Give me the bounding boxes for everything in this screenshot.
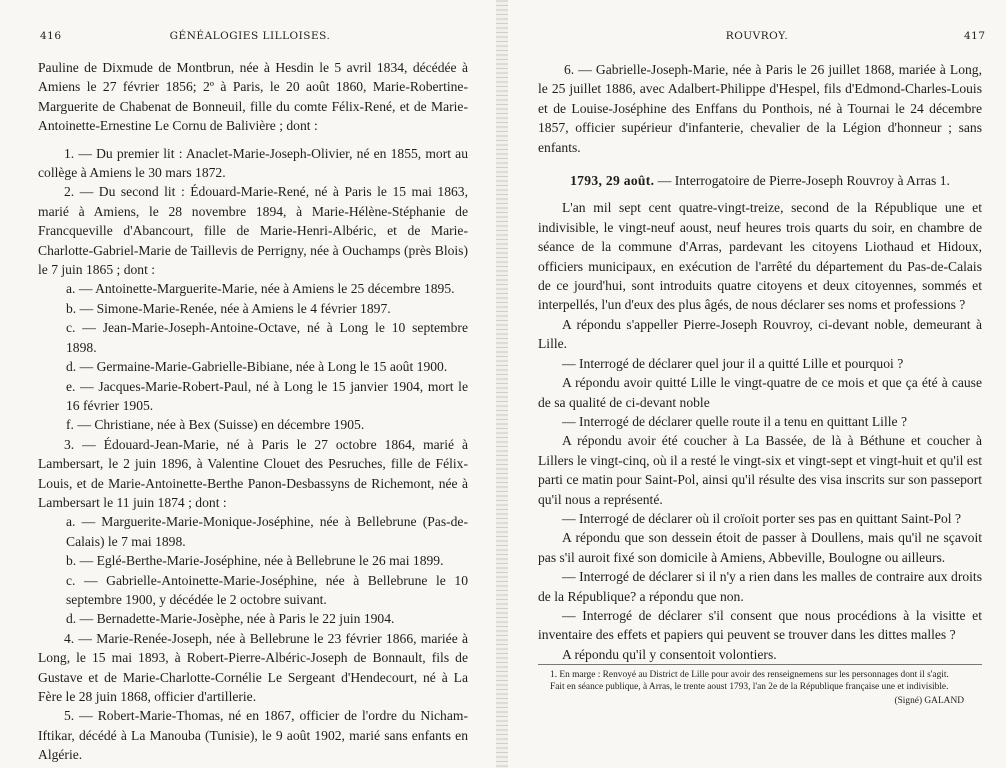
footnotes xyxy=(538,664,982,707)
para: c. — Gabrielle-Antoinette-Marie-Joséphine, née à Bellebrune le 10 septembre 1900, y décédée le 2 octobre suivant. xyxy=(66,572,468,607)
para: c. — Jean-Marie-Joseph-Antoine-Octave, né à Long le 10 septembre 1898. xyxy=(66,320,468,355)
left-running-head: GÉNÉALOGIES LILLOISES. xyxy=(169,30,331,42)
para: b. — Simone-Marie-Renée, née à Amiens le 4 février 1897. xyxy=(66,300,391,316)
para: f. — Christiane, née à Bex (Suisse) en décembre 1905. xyxy=(66,417,365,433)
para: A répondu qu'il y consentoit volontiers. xyxy=(562,646,777,662)
document-title xyxy=(538,171,982,190)
para: A répondu avoir été coucher à La Bassée, de là à Béthune et coucher à Lillers le vingt-cinq, où il a resté le vingt-six et vingt-sept et vingt-huit et qu'il est parti ce matin pour Saint-Pol, ainsi qu'il résulte des visa inscrits sur son passeport qu'il nous a représenté. xyxy=(538,433,982,507)
para: — Interrogé de déclarer quel jour il a quitté Lille et pourquoi ? xyxy=(562,355,904,371)
para: — Interrogé de déclarer où il croïoit porter ses pas en quittant Saint-Pol ? xyxy=(562,510,962,526)
para: A répondu s'appeller Pierre-Joseph Rouvroy, ci-devant noble, demeurant à Lille. xyxy=(538,316,982,352)
para: 4. — Marie-Renée-Joseph, née à Bellebrune le 23 février 1866, mariée à Long, le 15 mai 1893, à Robert-Pierre-Albéric-Joseph de Bonnault, fils de Gustave et de Marie-Charlotte-Cornélie Le Sergeant d'Hendecourt, né à La Fère le 28 juin 1868, officier d'artillerie. xyxy=(38,630,468,704)
para: 1. — Du premier lit : Anaclet-Marie-Joseph-Olivier, né en 1855, mort au collège à Amiens le 30 mars 1872. xyxy=(38,145,468,181)
para: a. — Antoinette-Marguerite-Marie, née à Amiens le 25 décembre 1895. xyxy=(66,281,455,297)
para: 3. — Édouard-Jean-Marie, né à Paris le 27 octobre 1864, marié à Lambersart, le 2 juin 1896, à Valentine Clouet des Pesruches, fille de Félix-Louis, et de Marie-Antoinette-Berthe Panon-Desbassyns de Richemont, née à Lambersart le 11 juin 1874 ; dont : xyxy=(38,436,468,510)
signature: (Signé) GALAND xyxy=(894,696,964,706)
para: 6. — Gabrielle-Joseph-Marie, née à Paris le 26 juillet 1868, mariée à Long, le 25 juillet 1886, avec Adalbert-Philippe d'Hespel, fils d'Edmond-Charles-Louis et de Louise-Joséphine des Enffans du Ponthois, né à Tournai le 24 décembre 1857, officier supérieur d'infanterie, chevalier de la Légion d'honneur ; sans enfants. xyxy=(538,62,982,155)
para: Pauline de Dixmude de Montbrun, née à Hesdin le 5 avril 1834, décédée à Amiens le 27 février 1856; 2º à Paris, le 20 août 1860, Marie-Robertine-Marguerite de Chabenat de Bonneuil, fille du comte Félix-René, et de Marie-Antoinette-Ernestine Le Cornu de Balivière ; dont : xyxy=(38,60,468,134)
para: — Interrogé de déclarer quelle route il a tenu en quittant Lille ? xyxy=(562,413,907,429)
para: d. — Germaine-Marie-Gabrielle-Bibiane, née à Long le 15 août 1900. xyxy=(66,359,448,375)
right-text-body xyxy=(538,60,982,664)
para: e. — Jacques-Marie-Robert-Paul, né à Long le 15 janvier 1904, mort le 16 février 1905. xyxy=(66,378,468,413)
para: L'an mil sept cent quatre-vingt-treize, second de la République une et indivisible, le vingt-neuf aoust, neuf heures trois quarts du soir, en chambre de séance de la commune d'Arras, pardevant les citoyens Liothaud et Hidoux, officiers municipaux, en exécution de l'arrêté du département du Pas-de-Calais de ce jourd'hui, sont introduits quatre citoyens et deux citoyennes, sommés et interpellés, l'un d'eux des plus âgés, de nous déclarer ses noms et professions ? xyxy=(538,200,982,313)
para: — Interrogé de déclarer s'il consent que nous procédions à la visitte et inventaire des effets et papiers qui peuvent se trouver dans les dittes malles ? xyxy=(538,607,982,643)
para: A répondu avoir quitté Lille le vingt-quatre de ce mois et que ça été à cause de sa qualité de ci-devant noble xyxy=(538,375,982,410)
right-running-head: ROUVROY. xyxy=(725,30,789,42)
para: b. — Eglé-Berthe-Marie-Joséphine, née à Bellebrune le 26 mai 1899. xyxy=(66,553,444,569)
left-text-body xyxy=(38,58,468,765)
para: 5. — Robert-Marie-Thomas, né en 1867, officier de l'ordre du Nicham-Iftikar, décédé à La Manouba (Tunisie), le 9 août 1902, marié sans enfants en Algérie. xyxy=(38,708,468,763)
document-title-text: — Interrogatoire de Pierre-Joseph Rouvroy à Arras 1. xyxy=(657,173,950,189)
para: a. — Marguerite-Marie-Monique-Joséphine, née à Bellebrune (Pas-de-Calais) le 7 mai 1898. xyxy=(66,514,468,549)
left-page xyxy=(0,0,500,768)
para: 2. — Du second lit : Édouard-Marie-René, né à Paris le 15 mai 1863, marié à Amiens, le 28 novembre 1894, à Marie-Hélène-Stéphanie de Francqueville d'Abancourt, fille de Marie-Henri-Albéric, et de Marie-Charlotte-Gabriel-Marie de Taillevis de Perrigny, née à Ouchamps (près Blois) le 7 juin 1865 ; dont : xyxy=(38,184,468,278)
document-date: 1793, 29 août. xyxy=(570,173,655,189)
right-page xyxy=(508,0,1006,768)
left-page-number: 416 xyxy=(40,30,62,42)
footnote: 1. En marge : Renvoyé au District de Lille pour avoir des renseignemens sur les personnages dont il s'agit. xyxy=(550,670,949,680)
right-page-number: 417 xyxy=(964,30,986,42)
para: d. — Bernadette-Marie-Josèphe, née à Paris le 22 juin 1904. xyxy=(66,611,395,627)
para: A répondu que son dessein étoit de passer à Doullens, mais qu'il ne sçavoit pas s'il auroit fixé son domicile à Amiens, Abbeville, Boulogne ou ailleurs. xyxy=(538,530,982,565)
para: — Interrogé de déclarer si il n'y a rien dans les malles de contraire aux droits de la République? a répondu que non. xyxy=(538,569,982,604)
footnote: Fait en séance publique, à Arras, le trente aoust 1793, l'an 2e de la République française une et indivisible. xyxy=(550,682,949,692)
